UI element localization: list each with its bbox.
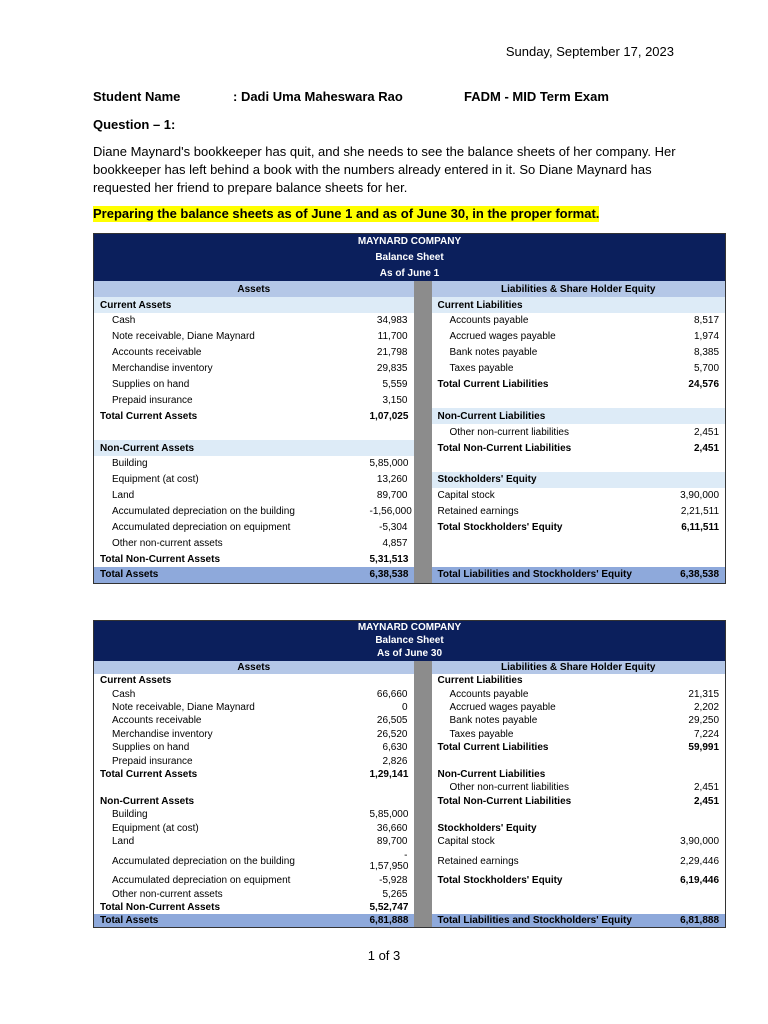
asset-label: Total Current Assets: [100, 410, 198, 422]
liability-value: 1,974: [693, 331, 720, 343]
liability-label: Stockholders' Equity: [432, 472, 664, 488]
negative-sign: -: [404, 849, 408, 861]
liability-label: Total Liabilities and Stockholders' Equity: [432, 914, 664, 927]
liability-label: [432, 392, 664, 408]
liability-value: 6,11,511: [681, 521, 720, 533]
asset-label: Prepaid insurance: [112, 755, 193, 767]
table-row: [94, 728, 726, 741]
liability-value: [664, 551, 726, 567]
liability-label: Current Liabilities: [437, 675, 523, 687]
asset-value: 66,660: [376, 688, 408, 700]
liability-value: [664, 821, 726, 834]
liability-label: Non-Current Liabilities: [437, 768, 546, 780]
asset-value: [364, 440, 414, 456]
table-row: [94, 329, 726, 345]
liability-value: 2,451: [693, 795, 720, 807]
asset-value: 5,265: [382, 888, 408, 900]
asset-label: Accumulated depreciation on the building: [112, 855, 295, 867]
asset-value: 26,505: [376, 715, 408, 727]
asset-label: Cash: [112, 688, 136, 700]
table-row: [94, 701, 726, 714]
asset-value: 21,798: [376, 347, 408, 359]
liability-value: 3,90,000: [680, 835, 720, 847]
liability-value: 2,21,511: [680, 506, 720, 518]
asset-value: [364, 674, 414, 687]
liability-label: [432, 535, 664, 551]
asset-label: Building: [112, 809, 148, 821]
table-row: [94, 754, 726, 767]
asset-label: [94, 424, 364, 440]
table-row: [94, 424, 726, 440]
liabilities-column-header: Liabilities & Share Holder Equity: [432, 281, 726, 297]
liability-value: 21,315: [688, 688, 720, 700]
liability-label: Current Liabilities: [432, 297, 664, 313]
liability-value: [664, 392, 726, 408]
asset-label: Total Non-Current Assets: [100, 553, 221, 565]
table-row: [94, 808, 726, 821]
asset-label: Prepaid insurance: [112, 394, 193, 406]
sheet-company: MAYNARD COMPANY: [94, 621, 726, 634]
table-row: [94, 567, 726, 583]
asset-label: Merchandise inventory: [112, 363, 213, 375]
asset-value: 5,559: [382, 378, 408, 390]
liability-value: 2,29,446: [680, 855, 720, 867]
table-row: [94, 313, 726, 329]
liability-label: Retained earnings: [437, 506, 519, 518]
column-divider: [414, 674, 432, 687]
asset-label: Equipment (at cost): [112, 822, 199, 834]
table-row: [94, 914, 726, 927]
column-divider: [414, 835, 432, 848]
liability-label: Total Liabilities and Stockholders' Equity: [432, 567, 664, 583]
table-row: [94, 901, 726, 914]
liability-value: 29,250: [688, 715, 720, 727]
column-divider: [414, 687, 432, 700]
table-row: [94, 781, 726, 794]
table-row: [94, 440, 726, 456]
column-divider: [414, 701, 432, 714]
column-divider: [414, 551, 432, 567]
liability-label: Taxes payable: [449, 363, 514, 375]
column-divider: [414, 874, 432, 887]
liability-value: 6,81,888: [664, 914, 726, 927]
liability-label: Other non-current liabilities: [449, 426, 569, 438]
asset-label: Note receivable, Diane Maynard: [112, 331, 255, 343]
asset-value: 2,826: [382, 755, 408, 767]
table-row: [94, 488, 726, 504]
liability-label: Bank notes payable: [449, 715, 538, 727]
sheet-company: MAYNARD COMPANY: [94, 234, 726, 250]
question-heading: Question – 1:: [93, 117, 176, 132]
table-row: [94, 795, 726, 808]
liability-label: [432, 754, 664, 767]
liability-label: Stockholders' Equity: [437, 822, 537, 834]
column-divider: [414, 408, 432, 424]
table-row: [94, 361, 726, 377]
asset-label: Non-Current Assets: [100, 795, 195, 807]
liability-value: 7,224: [693, 728, 720, 740]
column-divider: [414, 888, 432, 901]
asset-value: 3,150: [382, 394, 408, 406]
assets-column-header: Assets: [94, 661, 414, 674]
asset-label: Building: [112, 458, 148, 470]
asset-label: Supplies on hand: [112, 378, 190, 390]
asset-value: 4,857: [382, 537, 408, 549]
table-row: [94, 888, 726, 901]
liability-label: Total Stockholders' Equity: [437, 521, 563, 533]
liability-value: [664, 535, 726, 551]
liability-label: [432, 456, 664, 472]
liability-label: Total Current Liabilities: [437, 742, 549, 754]
asset-value: 34,983: [376, 315, 408, 327]
liability-value: [664, 472, 726, 488]
column-divider: [414, 377, 432, 393]
liability-label: Accounts payable: [449, 315, 529, 327]
asset-value: [364, 848, 414, 874]
asset-label: Accumulated depreciation on the building: [112, 506, 295, 518]
liability-value: 59,991: [688, 742, 720, 754]
column-divider: [414, 741, 432, 754]
column-divider: [414, 661, 432, 674]
asset-value: 26,520: [376, 728, 408, 740]
liability-value: [664, 297, 726, 313]
column-divider: [414, 281, 432, 297]
table-row: [94, 768, 726, 781]
liability-label: Accrued wages payable: [449, 331, 556, 343]
liability-value: 2,451: [693, 426, 720, 438]
sheet-title: Balance Sheet: [94, 249, 726, 265]
column-divider: [414, 361, 432, 377]
liability-label: Taxes payable: [449, 728, 514, 740]
asset-value: [364, 424, 414, 440]
table-row: [94, 504, 726, 520]
liability-value: 8,385: [693, 347, 720, 359]
column-divider: [414, 520, 432, 536]
column-divider: [414, 392, 432, 408]
table-row: [94, 520, 726, 536]
liability-value: 5,700: [693, 363, 720, 375]
asset-value-text: 1,57,950: [369, 860, 409, 872]
asset-value: 11,700: [377, 331, 408, 343]
asset-label: Land: [112, 490, 135, 502]
liability-value: [664, 754, 726, 767]
asset-value: 0: [401, 702, 408, 714]
asset-value: 6,38,538: [364, 567, 414, 583]
liability-label: Other non-current liabilities: [449, 782, 569, 794]
liability-label: Total Current Liabilities: [437, 378, 549, 390]
asset-label: Cash: [112, 315, 136, 327]
page-number: 1 of 3: [367, 948, 401, 963]
column-divider: [414, 567, 432, 583]
table-row: [94, 551, 726, 567]
liability-label: Accrued wages payable: [449, 702, 556, 714]
liability-value: 2,202: [693, 702, 720, 714]
column-divider: [414, 781, 432, 794]
liability-label: Capital stock: [437, 490, 495, 502]
liability-label: [432, 808, 664, 821]
asset-value: 5,52,747: [369, 902, 409, 914]
asset-label: Total Non-Current Assets: [100, 902, 221, 914]
sheet-asof: As of June 30: [94, 647, 726, 660]
asset-value: 5,31,513: [369, 553, 409, 565]
column-divider: [414, 456, 432, 472]
column-divider: [414, 714, 432, 727]
asset-label: Total Current Assets: [100, 768, 198, 780]
liability-label: Total Non-Current Liabilities: [437, 795, 572, 807]
column-divider: [414, 914, 432, 927]
column-divider: [414, 313, 432, 329]
sheet-asof: As of June 1: [94, 265, 726, 281]
table-row: [94, 297, 726, 313]
liability-label: [432, 551, 664, 567]
asset-label: Accounts receivable: [112, 715, 202, 727]
asset-label: Merchandise inventory: [112, 728, 213, 740]
table-row: [94, 848, 726, 874]
column-divider: [414, 901, 432, 914]
column-divider: [414, 848, 432, 874]
asset-label: Accumulated depreciation on equipment: [112, 875, 291, 887]
liability-label: Retained earnings: [437, 855, 519, 867]
asset-value: 29,835: [376, 363, 408, 375]
column-divider: [414, 440, 432, 456]
asset-value: -5,304: [379, 521, 408, 533]
liability-label: [432, 888, 664, 901]
asset-value: 5,85,000: [369, 809, 409, 821]
liability-value: 3,90,000: [680, 490, 720, 502]
liability-value: [664, 768, 726, 781]
liability-value: 6,19,446: [680, 875, 720, 887]
asset-value: [364, 795, 414, 808]
asset-value: 89,700: [376, 835, 408, 847]
asset-value: 6,630: [382, 742, 408, 754]
asset-value: 89,700: [376, 490, 408, 502]
column-divider: [414, 795, 432, 808]
asset-value: -5,928: [379, 875, 408, 887]
sheet-title: Balance Sheet: [94, 634, 726, 647]
asset-label: Current Assets: [100, 675, 172, 687]
table-row: [94, 535, 726, 551]
asset-label: Accounts receivable: [112, 347, 202, 359]
asset-value: 13,260: [376, 474, 408, 486]
column-divider: [414, 808, 432, 821]
liability-value: [664, 674, 726, 687]
task-highlight: Preparing the balance sheets as of June 1 and as of June 30, in the proper format.: [93, 206, 600, 221]
asset-label: Other non-current assets: [112, 888, 223, 900]
column-divider: [414, 728, 432, 741]
liability-value: [664, 456, 726, 472]
liability-value: 6,38,538: [664, 567, 726, 583]
liability-label: Total Stockholders' Equity: [437, 875, 563, 887]
liability-label: [432, 901, 664, 914]
question-paragraph: Diane Maynard's bookkeeper has quit, and she needs to see the balance sheets of her company. Her bookkeeper has left behind a book with the numbers already entered in it. So Diane Maynard has requested her friend to prepare balance sheets for her.: [93, 144, 676, 195]
asset-label: Note receivable, Diane Maynard: [112, 702, 255, 714]
table-row: [94, 687, 726, 700]
column-divider: [414, 504, 432, 520]
asset-label: Total Assets: [94, 567, 364, 583]
table-row: [94, 835, 726, 848]
liability-value: [664, 888, 726, 901]
asset-value: 6,81,888: [364, 914, 414, 927]
column-divider: [414, 768, 432, 781]
table-row: [94, 714, 726, 727]
column-divider: [414, 488, 432, 504]
balance-sheet-june-30: [93, 620, 726, 928]
table-row: [94, 674, 726, 687]
table-row: [94, 874, 726, 887]
asset-value: 5,85,000: [369, 458, 409, 470]
asset-value: 1,29,141: [369, 768, 409, 780]
balance-sheet-june-1: [93, 233, 726, 584]
assets-column-header: Assets: [94, 281, 414, 297]
liability-label: Non-Current Liabilities: [432, 408, 664, 424]
asset-value: [364, 781, 414, 794]
table-row: [94, 472, 726, 488]
table-row: [94, 741, 726, 754]
column-divider: [414, 754, 432, 767]
column-divider: [414, 345, 432, 361]
asset-label: Accumulated depreciation on equipment: [112, 521, 291, 533]
table-row: [94, 392, 726, 408]
asset-label: Non-Current Assets: [94, 440, 364, 456]
column-divider: [414, 297, 432, 313]
liability-value: [664, 408, 726, 424]
column-divider: [414, 535, 432, 551]
document-date: Sunday, September 17, 2023: [505, 44, 674, 59]
liability-label: Total Non-Current Liabilities: [437, 442, 572, 454]
column-divider: [414, 472, 432, 488]
exam-title: FADM - MID Term Exam: [464, 89, 609, 104]
liability-label: Bank notes payable: [449, 347, 538, 359]
student-name-label: Student Name: [93, 89, 181, 104]
asset-label: Total Assets: [94, 914, 364, 927]
asset-label: Other non-current assets: [112, 537, 223, 549]
table-row: [94, 377, 726, 393]
table-row: [94, 821, 726, 834]
asset-value: 1,07,025: [369, 410, 409, 422]
asset-label: Land: [112, 835, 135, 847]
liability-value: 8,517: [693, 315, 720, 327]
liability-value: 24,576: [688, 378, 720, 390]
asset-label: Supplies on hand: [112, 742, 190, 754]
asset-value: -1,56,000: [369, 506, 412, 518]
liability-value: [664, 808, 726, 821]
column-divider: [414, 329, 432, 345]
column-divider: [414, 821, 432, 834]
liability-label: Accounts payable: [449, 688, 529, 700]
liability-label: Capital stock: [437, 835, 495, 847]
asset-value: 36,660: [376, 822, 408, 834]
asset-value: [364, 297, 414, 313]
liability-value: 2,451: [693, 442, 720, 454]
asset-label: Current Assets: [94, 297, 364, 313]
table-row: [94, 456, 726, 472]
table-row: [94, 345, 726, 361]
liabilities-column-header: Liabilities & Share Holder Equity: [432, 661, 726, 674]
student-name-value: : Dadi Uma Maheswara Rao: [233, 89, 403, 104]
liability-value: 2,451: [693, 782, 720, 794]
asset-label: Equipment (at cost): [112, 474, 199, 486]
column-divider: [414, 424, 432, 440]
liability-value: [664, 901, 726, 914]
asset-label: [94, 781, 364, 794]
table-row: [94, 408, 726, 424]
